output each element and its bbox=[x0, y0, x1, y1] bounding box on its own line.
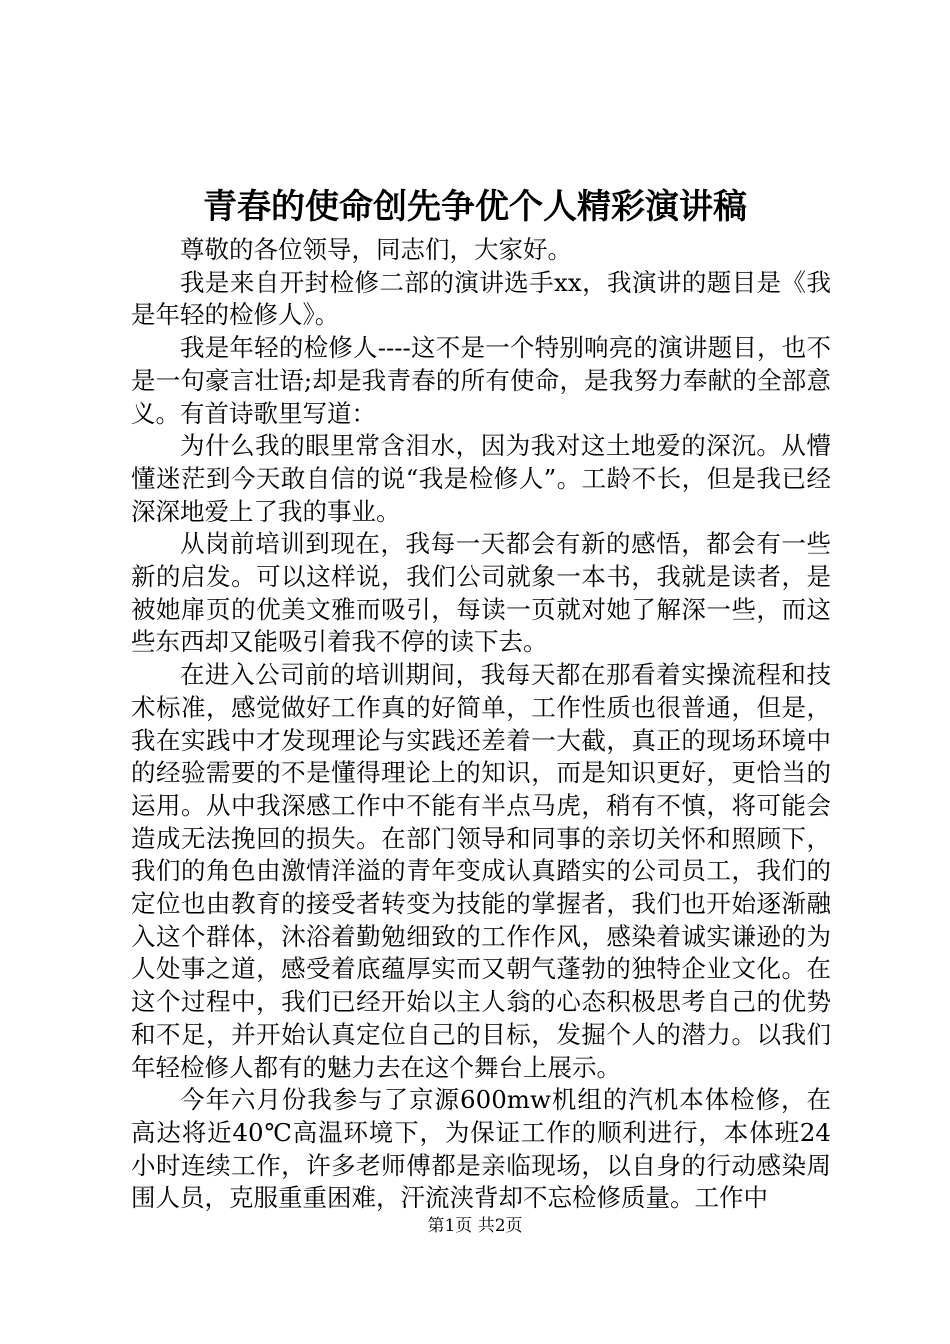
document-body bbox=[131, 234, 831, 1215]
document-title: 青春的使命创先争优个人精彩演讲稿 bbox=[203, 187, 747, 227]
paragraph-theme: 我是年轻的检修人----这不是一个特别响亮的演讲题目，也不是一句豪言壮语;却是我青春的所有使命，是我努力奉献的全部意义。有首诗歌里写道： bbox=[131, 333, 831, 428]
paragraph-greeting: 尊敬的各位领导，同志们，大家好。 bbox=[180, 235, 572, 264]
paragraph-introduction: 我是来自开封检修二部的演讲选手xx，我演讲的题目是《我是年轻的检修人》。 bbox=[131, 267, 831, 330]
paragraph-training: 从岗前培训到现在，我每一天都会有新的感悟，都会有一些新的启发。可以这样说，我们公司就象一本书，我就是读者，是被她扉页的优美文雅而吸引，每读一页就对她了解深一些，而这些东西却又能吸引着我不停的读下去。 bbox=[131, 529, 831, 657]
paragraph-experience: 在进入公司前的培训期间，我每天都在那看着实操流程和技术标准，感觉做好工作真的好简单，工作性质也很普通，但是，我在实践中才发现理论与实践还差着一大截，真正的现场环境中的经验需要的不是懂得理论上的知识，而是知识更好，更恰当的运用。从中我深感工作中不能有半点马虎，稍有不慎，将可能会造成无法挽回的损失。在部门领导和同事的亲切关怀和照顾下，我们的角色由激情洋溢的青年变成认真踏实的公司员工，我们的定位也由教育的接受者转变为技能的掌握者，我们也开始逐渐融入这个群体，沐浴着勤勉细致的工作作风，感染着诚实谦逊的为人处事之道，感受着底蕴厚实而又朝气蓬勃的独特企业文化。在这个过程中，我们已经开始以主人翁的心态积极思考自己的优势和不足，并开始认真定位自己的目标，发掘个人的潜力。以我们年轻检修人都有的魅力去在这个舞台上展示。 bbox=[131, 660, 831, 1082]
paragraph-june-work: 今年六月份我参与了京源600mw机组的汽机本体检修，在高达将近40℃高温环境下，为保证工作的顺利进行，本体班24小时连续工作，许多老师傅都是亲临现场，以自身的行动感染周围人员，克服重重困难，汗流浃背却不忘检修质量。工作中 bbox=[131, 1085, 831, 1213]
paragraph-poem: 为什么我的眼里常含泪水，因为我对这土地爱的深沉。从懵懂迷茫到今天敢自信的说“我是检修人”。工龄不长，但是我已经深深地爱上了我的事业。 bbox=[131, 431, 831, 526]
page-footer: 第1页 共2页 bbox=[427, 1216, 523, 1236]
